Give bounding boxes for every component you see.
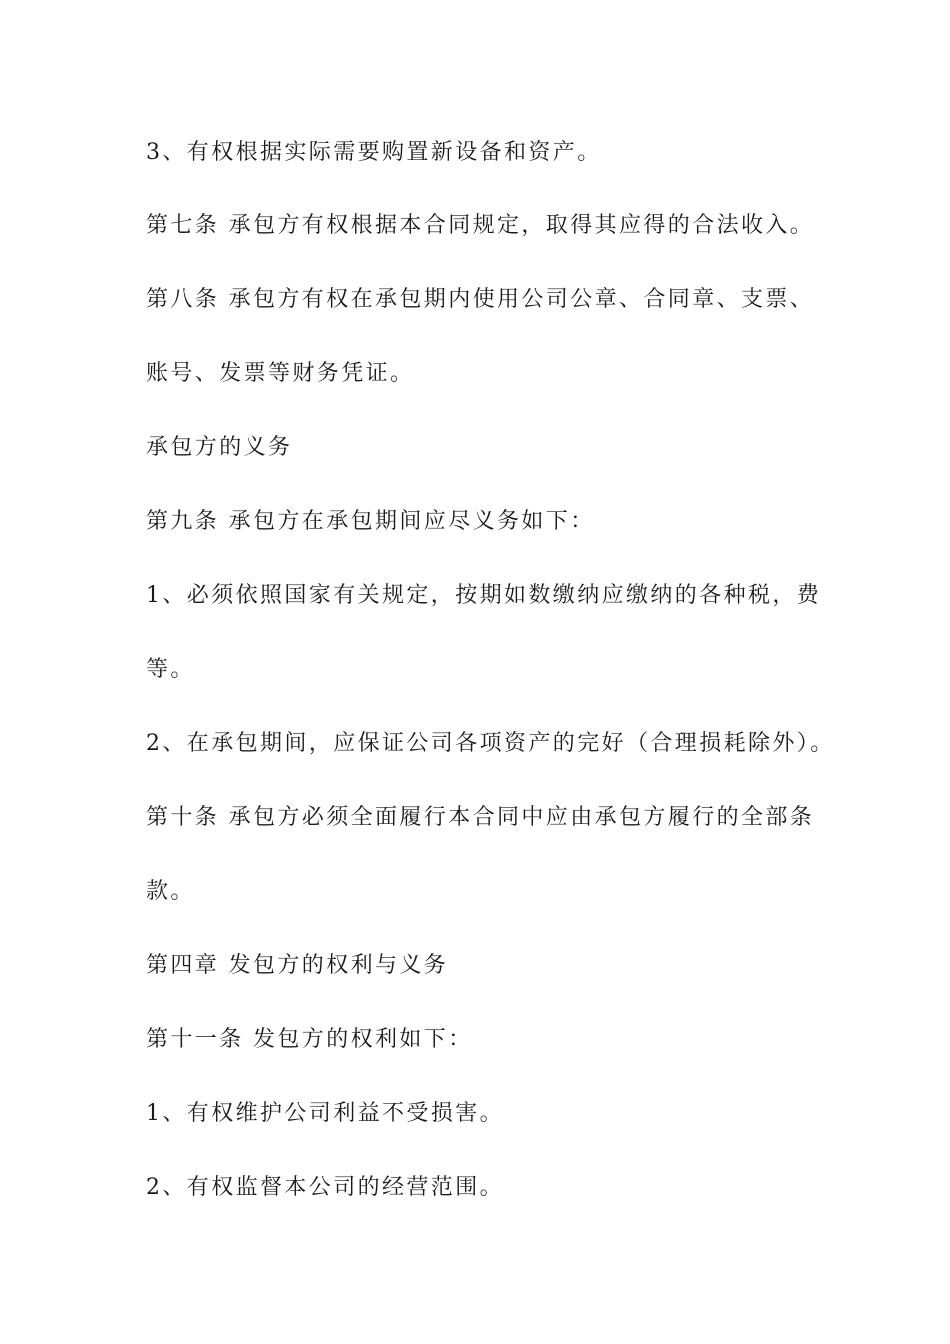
clause-line-14: 1、有权维护公司利益不受损害。 xyxy=(146,1101,504,1126)
clause-line-4: 账号、发票等财务凭证。 xyxy=(146,361,415,386)
clause-line-2: 第七条 承包方有权根据本合同规定，取得其应得的合法收入。 xyxy=(146,213,815,238)
clause-line-9: 2、在承包期间，应保证公司各项资产的完好（合理损耗除外）。 xyxy=(146,731,835,756)
clause-line-6: 第九条 承包方在承包期间应尽义务如下： xyxy=(146,509,595,534)
clause-line-13: 第十一条 发包方的权利如下： xyxy=(146,1027,473,1052)
clause-line-1: 3、有权根据实际需要购置新设备和资产。 xyxy=(146,140,602,165)
section-heading: 承包方的义务 xyxy=(146,435,293,460)
chapter-heading: 第四章 发包方的权利与义务 xyxy=(146,953,449,978)
clause-line-7: 1、必须依照国家有关规定，按期如数缴纳应缴纳的各种税，费 xyxy=(146,583,822,608)
clause-line-3: 第八条 承包方有权在承包期内使用公司公章、合同章、支票、 xyxy=(146,287,815,312)
clause-line-8: 等。 xyxy=(146,657,195,682)
clause-line-10: 第十条 承包方必须全面履行本合同中应由承包方履行的全部条 xyxy=(146,805,815,830)
clause-line-15: 2、有权监督本公司的经营范围。 xyxy=(146,1175,504,1200)
clause-line-11: 款。 xyxy=(146,879,195,904)
